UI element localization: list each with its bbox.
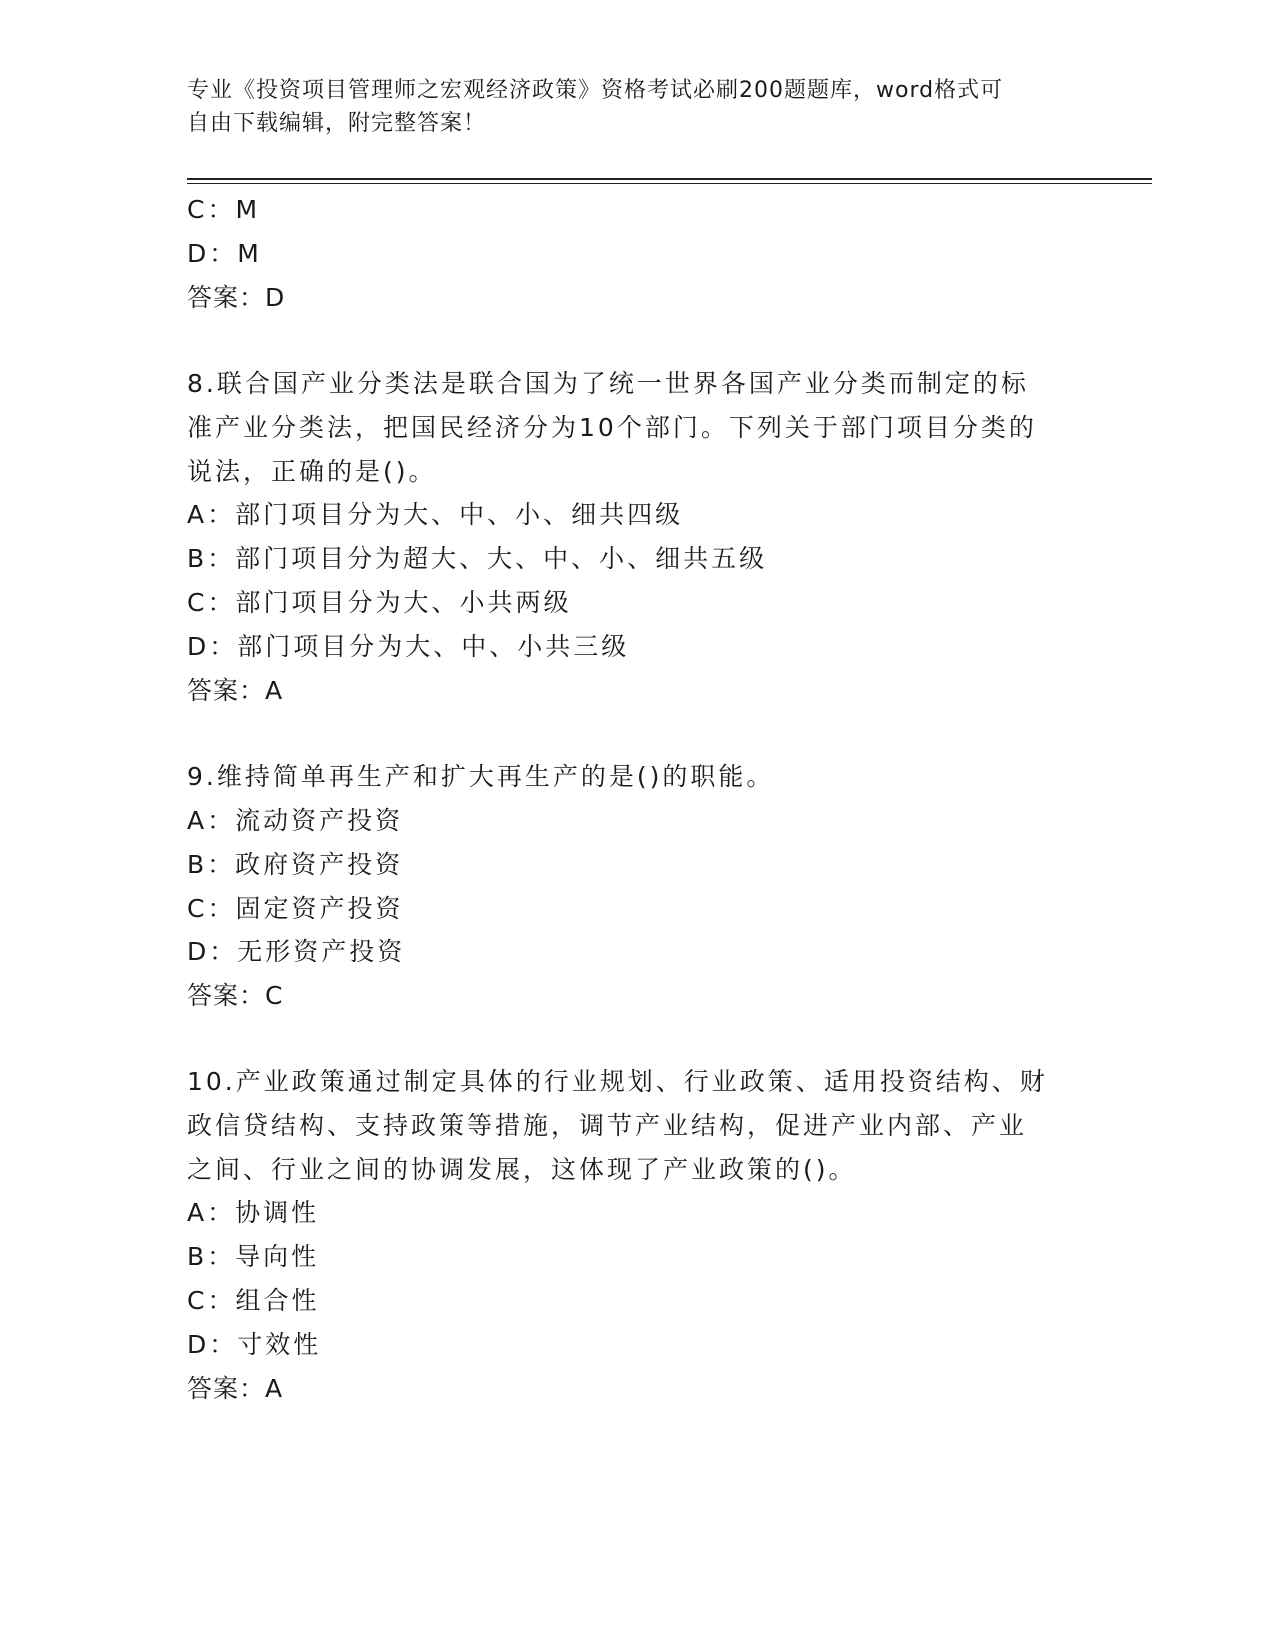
document-header xyxy=(187,74,1087,140)
question-10-option-a: A：协调性 xyxy=(187,1198,320,1227)
question-8-answer: 答案：A xyxy=(187,676,284,705)
question-8-option-c: C：部门项目分为大、小共两级 xyxy=(187,588,572,617)
prev-answer: 答案：D xyxy=(187,283,286,312)
question-8-line-3: 说法，正确的是()。 xyxy=(187,457,437,486)
question-8-option-b: B：部门项目分为超大、大、中、小、细共五级 xyxy=(187,544,768,573)
question-10-option-c: C：组合性 xyxy=(187,1286,320,1315)
question-8-option-a: A：部门项目分为大、中、小、细共四级 xyxy=(187,500,684,529)
question-8-line-1: 8.联合国产业分类法是联合国为了统一世界各国产业分类而制定的标 xyxy=(187,369,1029,398)
question-9-option-c: C：固定资产投资 xyxy=(187,894,404,923)
question-10-line-1: 10.产业政策通过制定具体的行业规划、行业政策、适用投资结构、财 xyxy=(187,1067,1048,1096)
header-divider-thin xyxy=(187,183,1152,184)
header-line-2: 自由下载编辑，附完整答案！ xyxy=(187,111,487,136)
question-9-option-a: A：流动资产投资 xyxy=(187,806,404,835)
question-9-option-b: B：政府资产投资 xyxy=(187,850,404,879)
question-8-line-2: 准产业分类法，把国民经济分为10个部门。下列关于部门项目分类的 xyxy=(187,413,1037,442)
question-10-line-2: 政信贷结构、支持政策等措施，调节产业结构，促进产业内部、产业 xyxy=(187,1111,1028,1140)
question-8-option-d: D：部门项目分为大、中、小共三级 xyxy=(187,632,630,661)
question-10-answer: 答案：A xyxy=(187,1374,284,1403)
question-10-option-d: D：寸效性 xyxy=(187,1330,322,1359)
header-line-1: 专业《投资项目管理师之宏观经济政策》资格考试必刷200题题库，word格式可 xyxy=(187,78,1004,103)
prev-option-c: C：M xyxy=(187,195,261,224)
question-9-answer: 答案：C xyxy=(187,981,284,1010)
question-9-option-d: D：无形资产投资 xyxy=(187,937,406,966)
question-10-option-b: B：导向性 xyxy=(187,1242,320,1271)
prev-option-d: D：M xyxy=(187,239,262,268)
question-9-line-1: 9.维持简单再生产和扩大再生产的是()的职能。 xyxy=(187,762,775,791)
question-10-line-3: 之间、行业之间的协调发展，这体现了产业政策的()。 xyxy=(187,1155,857,1184)
header-divider-thick xyxy=(187,178,1152,180)
